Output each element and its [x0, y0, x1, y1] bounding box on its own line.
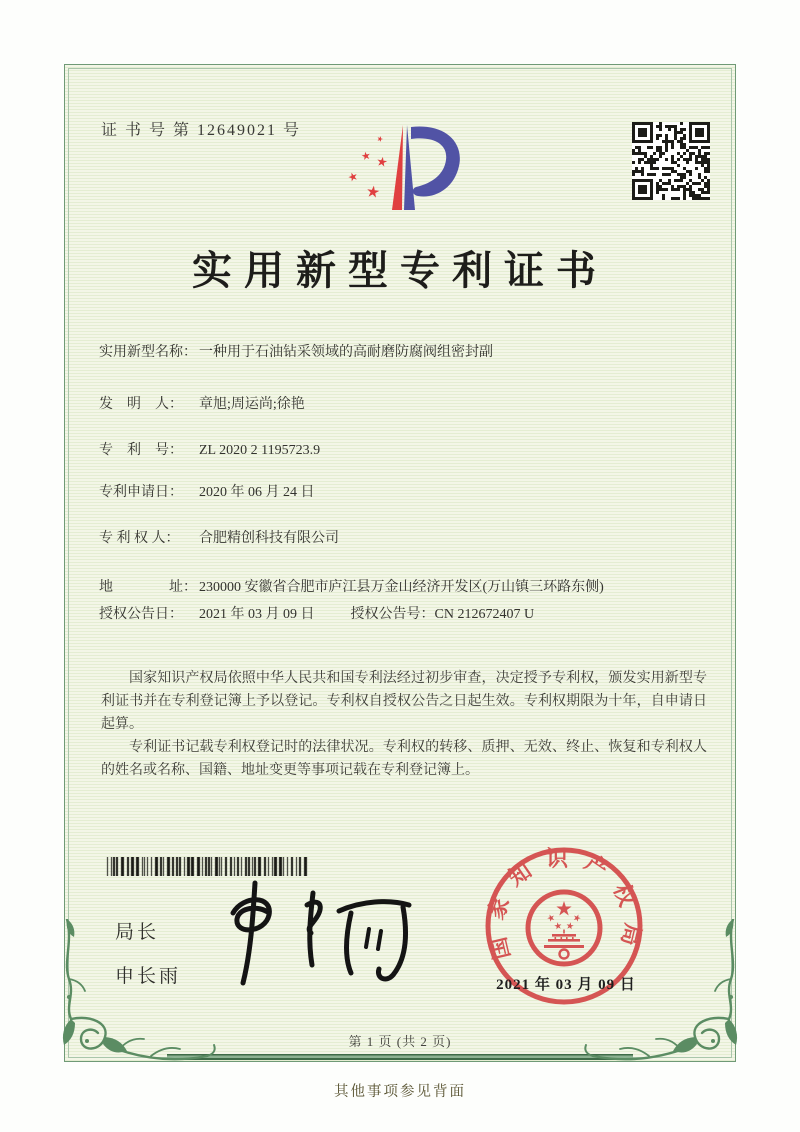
field-address [99, 577, 715, 599]
field-label: 授权公告号： [350, 607, 435, 622]
field-label: 授权公告日： [99, 607, 183, 622]
seal-ring-text: 国家知识产权局 [482, 845, 646, 962]
field-value: 章旭;周运尚;徐艳 [199, 397, 305, 412]
field-inventors [99, 395, 715, 415]
director-signature [211, 875, 441, 995]
page-number: 第 1 页 (共 2 页) [348, 1034, 452, 1049]
back-side-note: 其他事项参见背面 [334, 1084, 466, 1100]
field-utility-name [99, 343, 715, 363]
legal-text [101, 667, 707, 782]
corner-flourish-icon [583, 919, 743, 1065]
bottom-rule [167, 1054, 633, 1060]
seal-date: 2021 年 03 月 09 日 [496, 977, 636, 993]
field-value: 一种用于石油钻采领域的高耐磨防腐阀组密封副 [199, 345, 493, 360]
field-label: 地 址： [99, 580, 197, 595]
field-label: 发 明 人： [99, 397, 183, 412]
director-post: 局长 [115, 922, 160, 943]
field-label: 专 利 号： [99, 443, 183, 458]
field-label: 专利申请日： [99, 485, 183, 500]
field-grant-date-and-number [99, 605, 715, 625]
legal-paragraph-1: 国家知识产权局依照中华人民共和国专利法经过初步审查，决定授予专利权，颁发实用新型专利证书并在专利登记簿上予以登记。专利权自授权公告之日起生效。专利权期限为十年，自申请日起算。 [101, 671, 707, 732]
corner-flourish-icon [57, 919, 217, 1065]
director-name: 申长雨 [115, 966, 182, 987]
legal-paragraph-2: 专利证书记载专利权登记时的法律状况。专利权的转移、质押、无效、终止、恢复和专利权人的姓名或名称、国籍、地址变更等事项记载在专利登记簿上。 [101, 740, 707, 778]
certificate-number: 证 书 号 第 12649021 号 [101, 122, 302, 139]
field-filing-date [99, 483, 715, 503]
field-value: CN 212672407 U [434, 607, 535, 622]
field-value: 2020 年 06 月 24 日 [199, 485, 315, 500]
certificate-title: 实用新型专利证书 [192, 248, 608, 293]
field-label: 实用新型名称： [99, 345, 197, 360]
barcode [105, 857, 309, 876]
field-patent-number [99, 441, 715, 461]
field-value: 合肥精创科技有限公司 [199, 531, 339, 546]
cnipa-logo-icon [341, 111, 465, 219]
certificate-page [64, 64, 736, 1062]
field-patentee [99, 529, 715, 549]
field-value: ZL 2020 2 1195723.9 [199, 443, 321, 458]
field-value: 230000 安徽省合肥市庐江县万金山经济开发区(万山镇三环路东侧) [199, 580, 604, 595]
field-label: 专 利 权 人： [99, 531, 180, 546]
field-list [99, 343, 715, 651]
qr-code [632, 122, 710, 200]
field-value: 2021 年 03 月 09 日 [199, 607, 315, 622]
